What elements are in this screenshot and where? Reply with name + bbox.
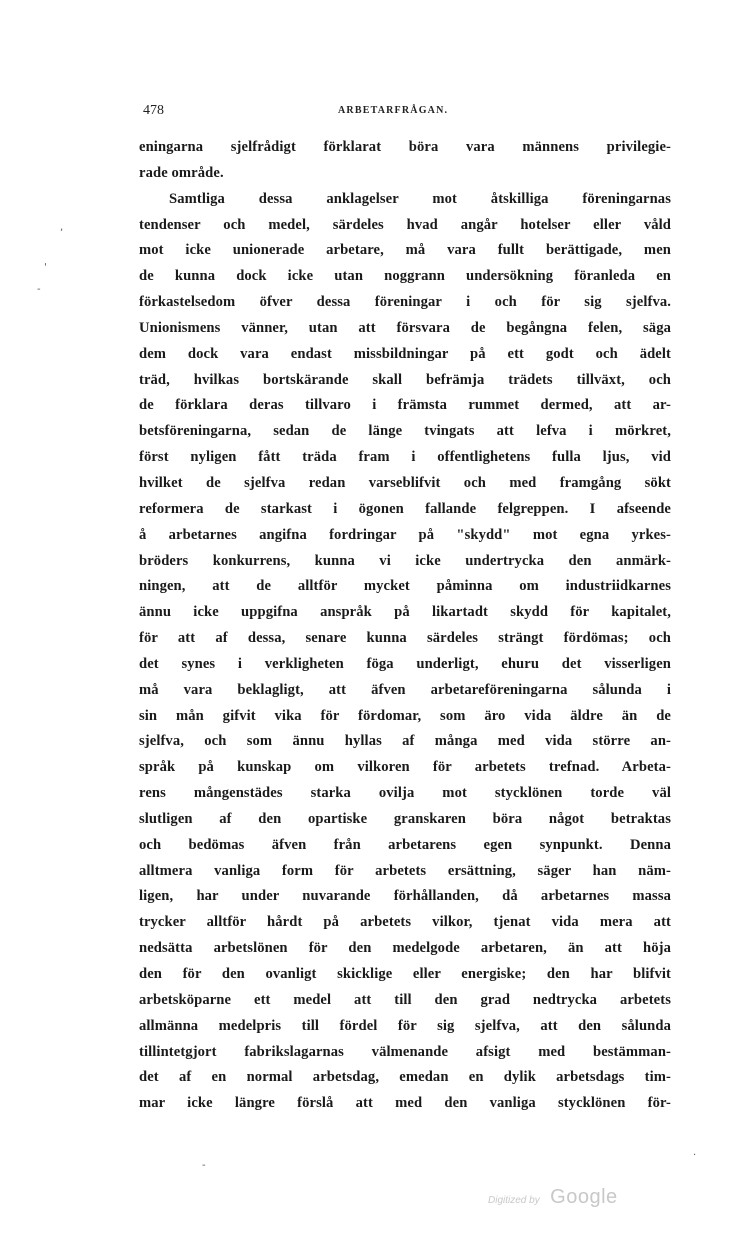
text-line: först nyligen fått träda fram i offentlighetens fulla ljus, vid: [139, 449, 671, 466]
text-line: mar icke längre förslå att med den vanliga stycklönen för-: [139, 1095, 671, 1112]
text-line: Samtliga dessa anklagelser mot åtskilliga föreningarnas: [169, 190, 671, 207]
text-line: mot icke unionerade arbetare, må vara fullt berättigade, men: [139, 242, 671, 259]
google-logo: Google: [550, 1186, 618, 1208]
text-line: dem dock vara endast missbildningar på ett godt och ädelt: [139, 345, 671, 362]
text-line: sjelfva, och som ännu hyllas af många med vida större an-: [139, 733, 671, 750]
text-line: må vara beklagligt, att äfven arbetareföreningarna sålunda i: [139, 681, 671, 698]
text-line: rade område.: [139, 164, 224, 181]
text-line: tillintetgjort fabrikslagarnas välmenande afsigt med bestämman-: [139, 1043, 671, 1060]
text-line: för att af dessa, senare kunna särdeles strängt fördömas; och: [139, 630, 671, 647]
text-line: sin mån gifvit vika för fördomar, som äro vida äldre än de: [139, 707, 671, 724]
text-line: reformera de starkast i ögonen fallande felgreppen. I afseende: [139, 500, 671, 517]
margin-speck: -: [37, 284, 41, 295]
text-line: hvilket de sjelfva redan varseblifvit och med framgång sökt: [139, 474, 671, 491]
page-header: [143, 103, 673, 123]
text-line: slutligen af den opartiske granskaren böra något betraktas: [139, 810, 671, 827]
text-line: nedsätta arbetslönen för den medelgode arbetaren, än att höja: [139, 940, 671, 957]
margin-speck: ,: [60, 222, 64, 233]
text-line: ännu icke uppgifna anspråk på likartadt skydd för kapitalet,: [139, 604, 671, 621]
text-line: språk på kunskap om vilkoren för arbetets trefnad. Arbeta-: [139, 759, 671, 776]
text-line: trycker alltför hårdt på arbetets vilkor, tjenat vida mera att: [139, 914, 671, 931]
text-line: arbetsköparne ett medel att till den grad nedtrycka arbetets: [139, 991, 671, 1008]
margin-speck: ': [44, 262, 47, 273]
text-line: och bedömas äfven från arbetarens egen synpunkt. Denna: [139, 836, 671, 853]
text-line: det af en normal arbetsdag, emedan en dylik arbetsdags tim-: [139, 1069, 671, 1086]
text-line: ligen, har under nuvarande förhållanden, då arbetarnes massa: [139, 888, 671, 905]
text-line: allmänna medelpris till fördel för sig sjelfva, att den sålunda: [139, 1017, 671, 1034]
text-line: eningarna sjelfrådigt förklarat böra vara männens privilegie-: [139, 139, 671, 155]
digitization-watermark: [488, 1186, 618, 1209]
text-line: rens mångenstädes starka ovilja mot stycklönen torde väl: [139, 785, 671, 802]
text-line: de kunna dock icke utan noggrann undersökning föranleda en: [139, 268, 671, 285]
running-title: ARBETARFRÅGAN.: [338, 105, 449, 116]
margin-speck: -: [202, 1160, 206, 1171]
text-line: betsföreningarna, sedan de länge tvingats att lefva i mörkret,: [139, 423, 671, 440]
page-number: 478: [143, 103, 164, 118]
text-line: förkastelsedom öfver dessa föreningar i och för sig sjelfva.: [139, 294, 671, 311]
text-line: Unionismens vänner, utan att försvara de begångna felen, säga: [139, 319, 671, 336]
text-line: bröders konkurrens, kunna vi icke undertrycka den anmärk-: [139, 552, 671, 569]
text-line: alltmera vanliga form för arbetets ersättning, säger han näm-: [139, 862, 671, 879]
body-text: [139, 135, 671, 1117]
text-line: den för den ovanligt skicklige eller energiske; den har blifvit: [139, 966, 671, 982]
watermark-caption: Digitized by: [488, 1195, 540, 1206]
text-line: de förklara deras tillvaro i främsta rummet dermed, att ar-: [139, 397, 671, 414]
margin-speck: ·: [693, 1150, 697, 1161]
text-line: träd, hvilkas bortskärande skall befrämja trädets tillväxt, och: [139, 371, 671, 388]
text-line: ningen, att de alltför mycket påminna om industriidkarnes: [139, 578, 671, 595]
text-line: tendenser och medel, särdeles hvad angår hotelser eller våld: [139, 216, 671, 233]
text-line: å arbetarnes angifna fordringar på "skydd" mot egna yrkes-: [139, 526, 671, 543]
text-line: det synes i verkligheten föga underligt, ehuru det visserligen: [139, 655, 671, 672]
